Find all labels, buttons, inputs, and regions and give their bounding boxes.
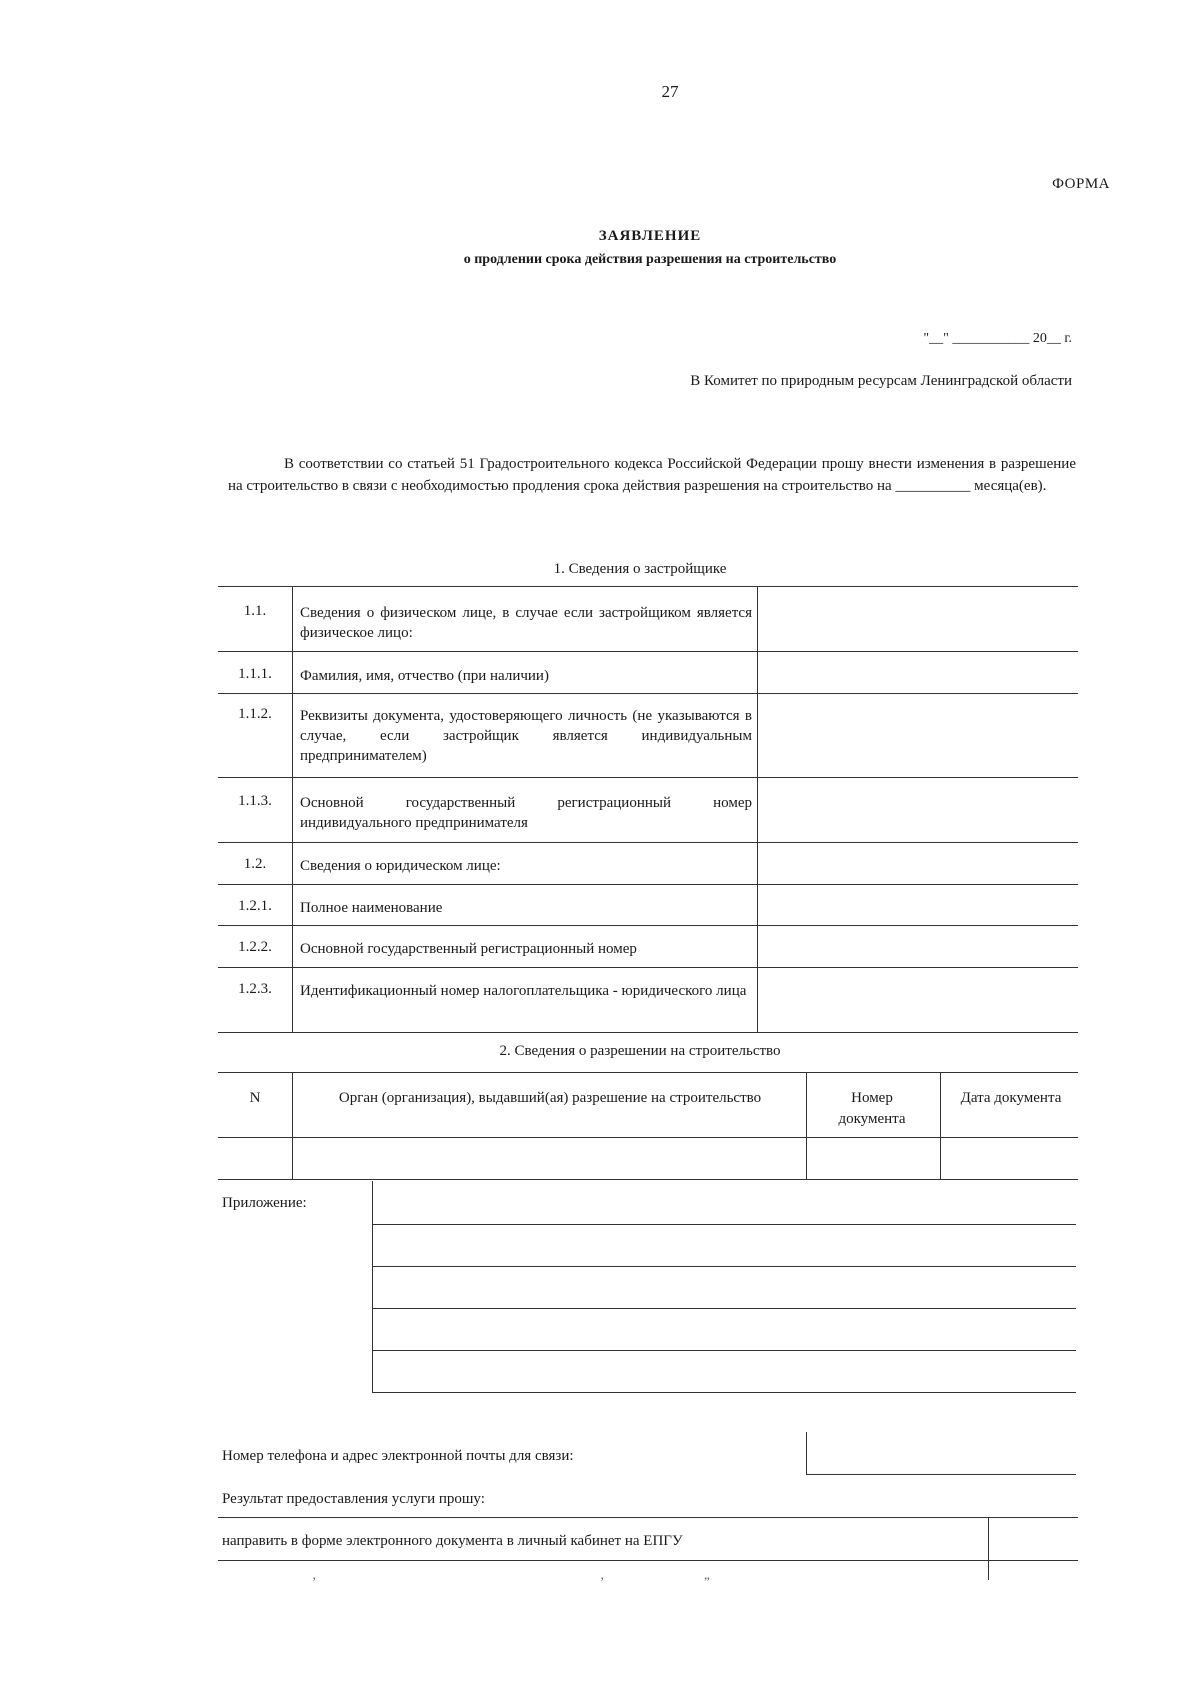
column-header-doc-number: Номер документа <box>838 1090 906 1127</box>
row-label: Сведения о физическом лице, в случае если застройщиком является физическое лицо: <box>300 605 752 641</box>
attachment-line-4[interactable] <box>372 1350 1076 1351</box>
column-header-organ: Орган (организация), выдавший(ая) разрешение на строительство <box>338 1090 762 1106</box>
table-line <box>218 1517 1078 1518</box>
date-line[interactable]: "__" ___________ 20__ г. <box>923 331 1072 346</box>
row-number: 1.2.2. <box>238 939 272 955</box>
table-line <box>218 1072 1078 1073</box>
row-label: Фамилия, имя, отчество (при наличии) <box>300 668 549 684</box>
attachment-line-1[interactable] <box>372 1224 1076 1225</box>
column-header-n: N <box>249 1090 261 1106</box>
table-line <box>372 1181 373 1393</box>
row-value-field[interactable] <box>760 886 1076 924</box>
form-label: ФОРМА <box>1052 176 1110 192</box>
row-label: Основной государственный регистрационный номер <box>300 941 637 957</box>
column-header-doc-date: Дата документа <box>960 1090 1062 1106</box>
table-line <box>940 1072 941 1179</box>
attachment-line-5[interactable] <box>372 1392 1076 1393</box>
row-label: Полное наименование <box>300 900 443 916</box>
table-line <box>218 777 1078 778</box>
row-number: 1.1. <box>243 603 267 619</box>
row-number: 1.1.1. <box>238 666 272 682</box>
attachment-line-3[interactable] <box>372 1308 1076 1309</box>
contact-field[interactable] <box>810 1434 1076 1472</box>
table-line <box>218 884 1078 885</box>
page-number: 27 <box>661 82 679 101</box>
result-label: Результат предоставления услуги прошу: <box>222 1491 485 1507</box>
table-line <box>988 1517 989 1580</box>
table-line <box>218 967 1078 968</box>
table-line <box>218 651 1078 652</box>
row-value-field[interactable] <box>760 969 1076 1031</box>
row-label: Идентификационный номер налогоплательщика - юридического лица <box>300 983 747 999</box>
result-option-1: направить в форме электронного документа в личный кабинет на ЕПГУ <box>222 1533 683 1549</box>
table-line <box>292 586 293 1032</box>
row-number: 1.2.3. <box>238 981 272 997</box>
row-value-field[interactable] <box>760 779 1076 841</box>
cell-organ-field[interactable] <box>295 1139 804 1178</box>
table-line <box>806 1474 1076 1475</box>
section1-title: 1. Сведения о застройщике <box>553 561 727 577</box>
cell-doc-number-field[interactable] <box>809 1139 938 1178</box>
table-line <box>806 1072 807 1179</box>
contact-label: Номер телефона и адрес электронной почты для связи: <box>222 1448 574 1464</box>
cell-n-field[interactable] <box>220 1139 290 1178</box>
row-value-field[interactable] <box>760 653 1076 692</box>
cutoff-mark: ‚ <box>312 1567 317 1582</box>
row-number: 1.1.2. <box>238 706 272 722</box>
table-line <box>218 1032 1078 1033</box>
cell-doc-date-field[interactable] <box>943 1139 1076 1178</box>
intro-paragraph: В соответствии со статьей 51 Градостроительного кодекса Российской Федерации прошу внести изменения в разрешение на строительство в связи с необходимостью продления срока действия разрешения на строительство на __________ месяца(ев). <box>228 456 1076 494</box>
cutoff-mark: „ <box>704 1567 710 1582</box>
row-number: 1.2. <box>243 856 267 872</box>
document-title: ЗАЯВЛЕНИЕ <box>598 228 702 244</box>
row-number: 1.1.3. <box>238 793 272 809</box>
table-line <box>292 1072 293 1179</box>
table-line <box>218 842 1078 843</box>
row-number: 1.2.1. <box>238 898 272 914</box>
section2-title: 2. Сведения о разрешении на строительство <box>499 1043 781 1059</box>
table-line <box>218 1560 1078 1561</box>
row-label: Сведения о юридическом лице: <box>300 858 501 874</box>
attachment-line-2[interactable] <box>372 1266 1076 1267</box>
table-line <box>218 586 1078 587</box>
result-option-1-checkbox[interactable] <box>992 1519 1076 1559</box>
row-label: Основной государственный регистрационный номер индивидуального предпринимателя <box>300 795 752 831</box>
table-line <box>218 1179 1078 1180</box>
row-value-field[interactable] <box>760 844 1076 883</box>
table-line <box>218 693 1078 694</box>
row-value-field[interactable] <box>760 588 1076 650</box>
table-line <box>218 925 1078 926</box>
row-value-field[interactable] <box>760 927 1076 966</box>
addressee: В Комитет по природным ресурсам Ленинградской области <box>690 373 1072 389</box>
row-label: Реквизиты документа, удостоверяющего личность (не указываются в случае, если застройщик является индивидуальным предпринимателем) <box>300 708 752 764</box>
document-subtitle: о продлении срока действия разрешения на строительство <box>463 252 837 267</box>
table-line <box>757 586 758 1032</box>
row-value-field[interactable] <box>760 695 1076 776</box>
table-line <box>218 1137 1078 1138</box>
cutoff-mark: ‚ <box>600 1567 605 1582</box>
table-line <box>806 1432 807 1474</box>
attachment-label: Приложение: <box>222 1195 307 1211</box>
